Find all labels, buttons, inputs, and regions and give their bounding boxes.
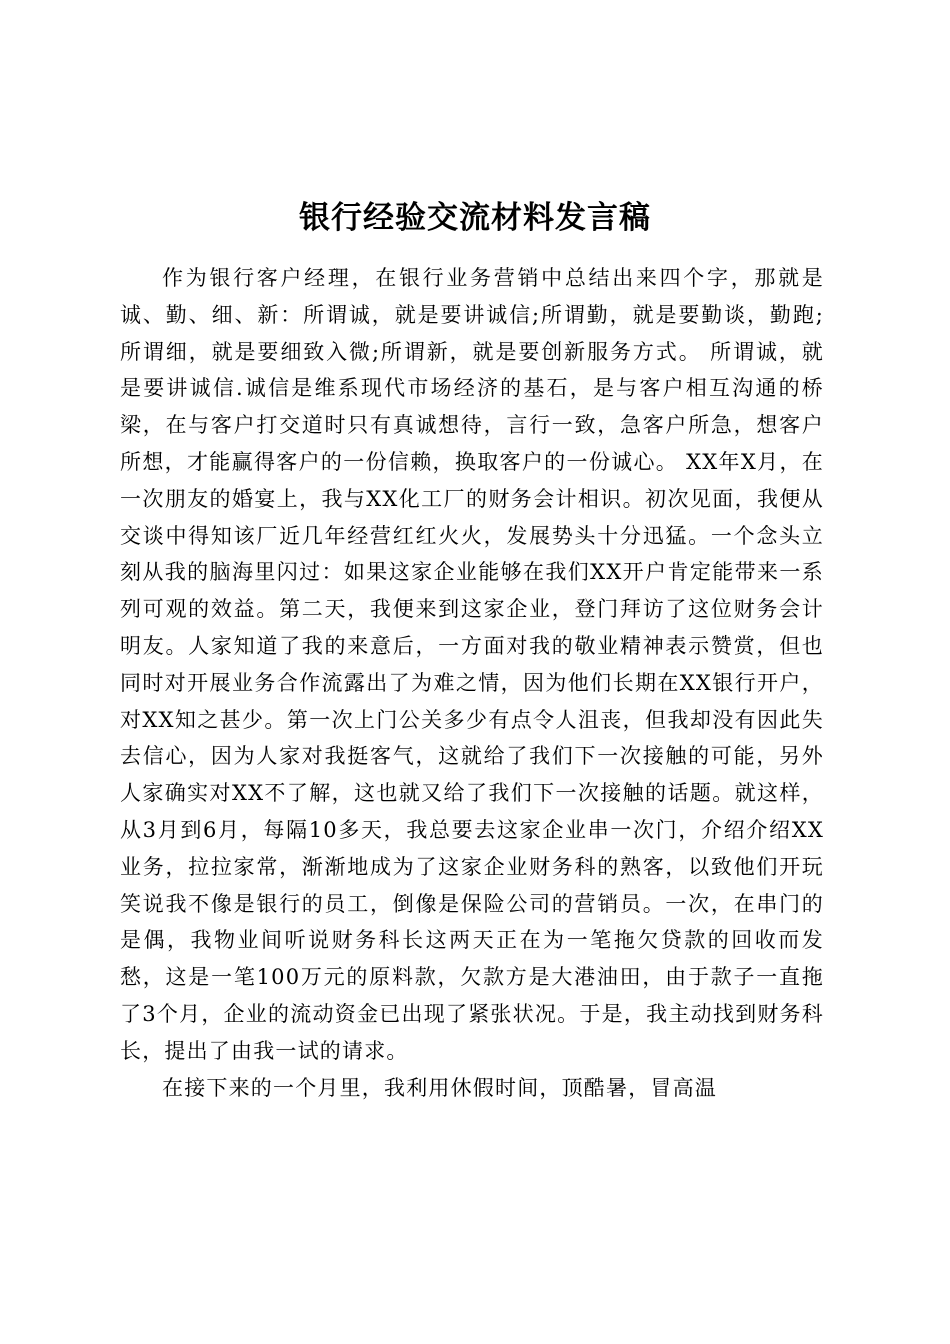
paragraph: 作为银行客户经理，在银行业务营销中总结出来四个字，那就是诚、勤、细、新：所谓诚，就是要讲诚信;所谓勤，就是要勤谈，勤跑;所谓细，就是要细致入微;所谓新，就是要创新服务方式。 所谓诚，就是要讲诚信.诚信是维系现代市场经济的基石，是与客户相互沟通的桥梁，在与客户打交道时只有真诚想待，言行一致，急客户所急，想客户所想，才能赢得客户的一份信赖，换取客户的一份诚心。 XX年X月，在一次朋友的婚宴上，我与XX化工厂的财务会计相识。初次见面，我便从交谈中得知该厂近几年经营红红火火，发展势头十分迅猛。一个念头立刻从我的脑海里闪过：如果这家企业能够在我们XX开户肯定能带来一系列可观的效益。第二天，我便来到这家企业，登门拜访了这位财务会计明友。人家知道了我的来意后，一方面对我的敬业精神表示赞赏，但也同时对开展业务合作流露出了为难之情，因为他们长期在XX银行开户，对XX知之甚少。第一次上门公关多少有点令人沮丧，但我却没有因此失去信心，因为人家对我挺客气，这就给了我们下一次接触的可能，另外人家确实对XX不了解，这也就又给了我们下一次接触的话题。就这样，从3月到6月，每隔10多天，我总要去这家企业串一次门，介绍介绍XX业务，拉拉家常，渐渐地成为了这家企业财务科的熟客，以致他们开玩笑说我不像是银行的员工，倒像是保险公司的营销员。一次，在串门的是偶，我物业间听说财务科长这两天正在为一笔拖欠贷款的回收而发愁，这是一笔100万元的原料款，欠款方是大港油田，由于款子一直拖了3个月，企业的流动资金已出现了紧张状况。于是，我主动找到财务科长，提出了由我一试的请求。	[120, 266, 824, 1063]
document-body	[120, 260, 824, 1106]
document-title: 银行经验交流材料发言稿	[299, 200, 651, 236]
paragraph: 在接下来的一个月里，我利用休假时间，顶酷暑，冒高温	[162, 1075, 717, 1100]
